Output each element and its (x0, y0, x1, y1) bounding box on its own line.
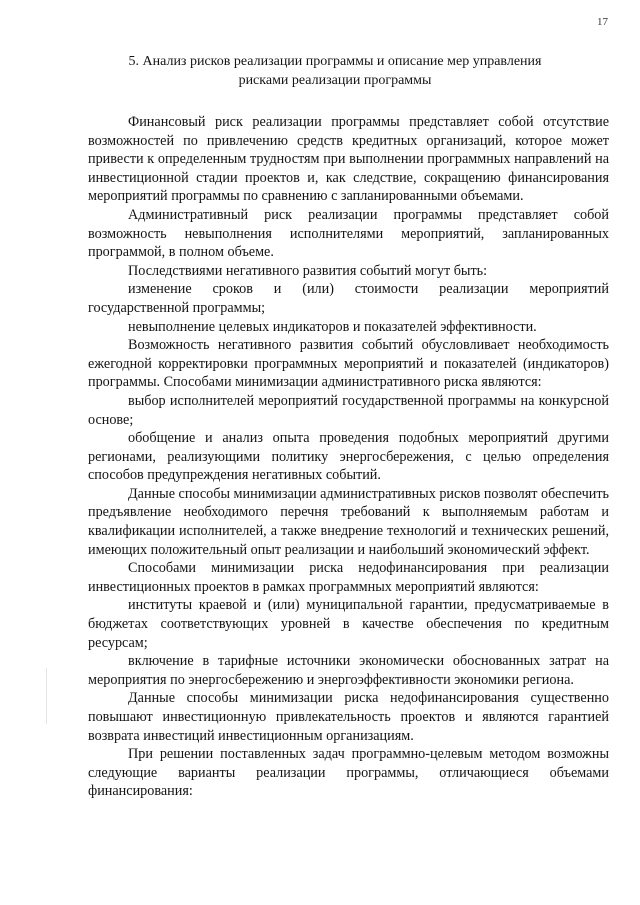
scan-margin-mark (46, 668, 47, 724)
paragraph-guarantees: институты краевой и (или) муниципальной гарантии, предусматриваемые в бюджетах соответствующих уровней в качестве обеспечения по кредитным ресурсам; (88, 597, 609, 651)
body-text (88, 113, 609, 801)
paragraph-underfunding-methods-effect: Данные способы минимизации риска недофинансирования существенно повышают инвестиционную привлекательность проектов и являются гарантией возврата инвестиций инвестиционным организациям. (88, 690, 609, 744)
paragraph-tariff-sources: включение в тарифные источники экономически обоснованных затрат на мероприятия по энергосбережению и энергоэффективности экономики региона. (88, 653, 609, 688)
section-heading-line-1: 5. Анализ рисков реализации программы и описание мер управления (128, 54, 542, 69)
section-heading-line-2: рисками реализации программы (238, 73, 432, 88)
paragraph-adjustment-need: Возможность негативного развития событий обусловливает необходимость ежегодной корректировки программных мероприятий и показателей (индикаторов) программы. Способами минимизации административного риска являются: (88, 337, 609, 391)
paragraph-consequence-indicators: невыполнение целевых индикаторов и показателей эффективности. (128, 318, 537, 335)
paragraph-consequences-intro: Последствиями негативного развития событий могут быть: (128, 262, 488, 279)
paragraph-admin-methods-effect: Данные способы минимизации административных рисков позволят обеспечить предъявление необходимого перечня требований к выполняемым работам и квалификации исполнителей, а также внедрение технологий и технических решений, имеющих положительный опыт реализации и наибольший экономический эффект. (88, 485, 609, 558)
paragraph-underfunding-methods-intro: Способами минимизации риска недофинансирования при реализации инвестиционных проектов в рамках программных мероприятий являются: (88, 560, 609, 595)
paragraph-contractor-selection: выбор исполнителей мероприятий государственной программы на конкурсной основе; (88, 392, 609, 428)
paragraph-financial-risk: Финансовый риск реализации программы представляет собой отсутствие возможностей по привлечению средств кредитных организаций, которое может привести к определенным трудностям при выполнении программных направлений на инвестиционной стадии проектов и, как следствие, сокращению финансирования мероприятий программы по сравнению с запланированными объемами. (88, 114, 609, 205)
paragraph-consequence-deadlines: изменение сроков и (или) стоимости реализации мероприятий государственной программы; (88, 281, 609, 316)
section-heading (100, 52, 570, 90)
paragraph-experience-analysis: обобщение и анализ опыта проведения подобных мероприятий другими регионами, реализующими политику энергосбережения, с целью определения способов предупреждения негативных событий. (88, 430, 609, 484)
paragraph-implementation-variants: При решении поставленных задач программно-целевым методом возможны следующие варианты реализации программы, отличающиеся объемами финансирования: (88, 746, 609, 800)
paragraph-administrative-risk: Административный риск реализации программы представляет собой возможность невыполнения исполнителями мероприятий, запланированных программой, в полном объеме. (88, 206, 609, 261)
page-number: 17 (597, 16, 608, 28)
